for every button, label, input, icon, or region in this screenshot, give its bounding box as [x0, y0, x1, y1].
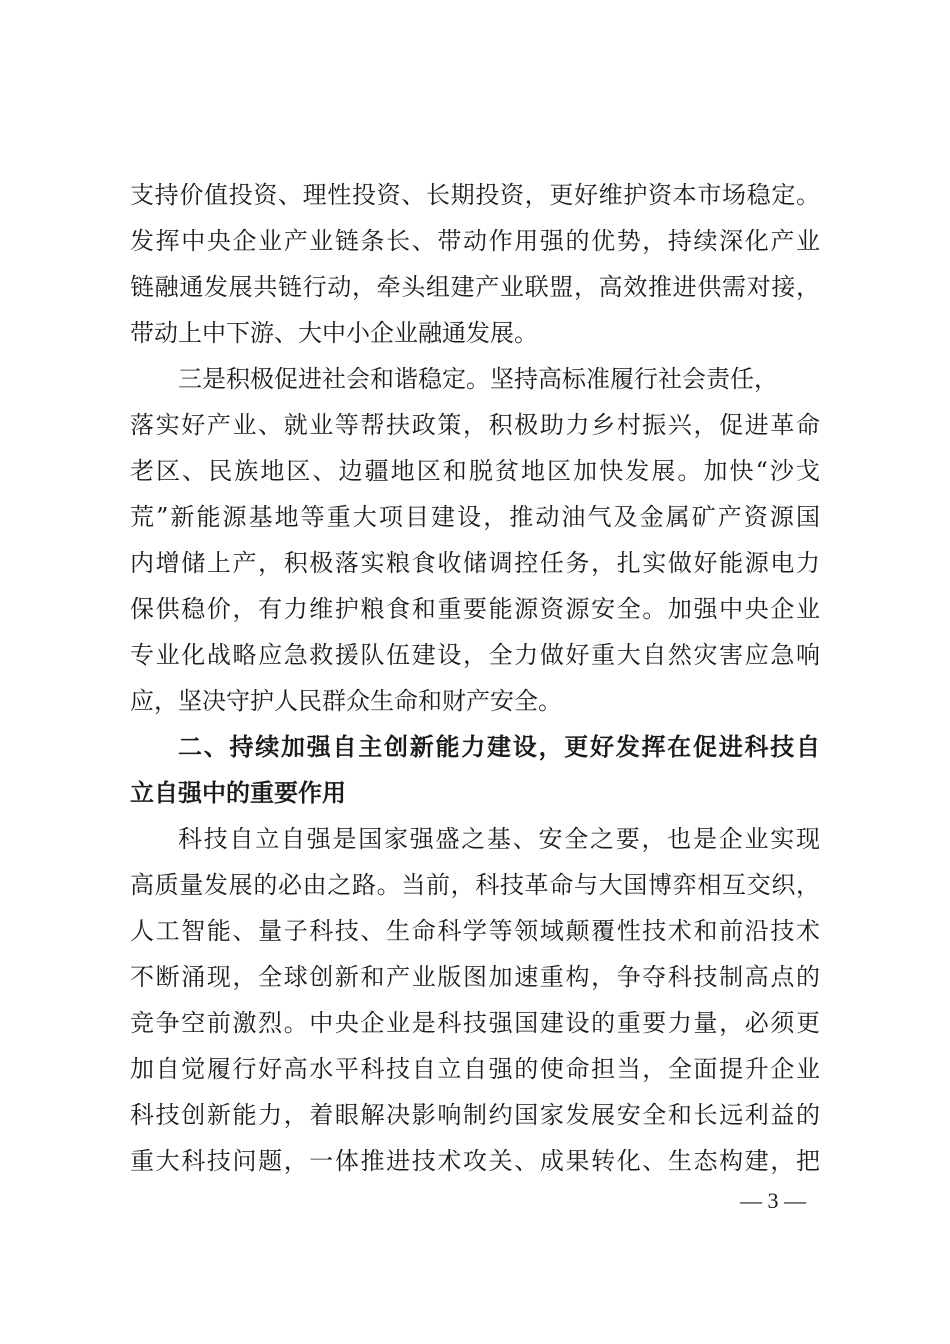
text-line: 人工智能、量子科技、生命科学等领域颠覆性技术和前沿技术: [130, 917, 820, 945]
text-line: 科技创新能力，着眼解决影响制约国家发展安全和长远利益的: [130, 1101, 820, 1129]
paragraph-social-stability: [130, 356, 820, 724]
heading-line: 立自强中的重要作用: [130, 779, 346, 807]
document-body: [130, 172, 820, 1184]
text-line: 支持价值投资、理性投资、长期投资，更好维护资本市场稳定。: [130, 181, 820, 209]
text-line: 发挥中央企业产业链条长、带动作用强的优势，持续深化产业: [130, 227, 820, 255]
paragraph-tech-self-reliance: [130, 816, 820, 1184]
text-line: 落实好产业、就业等帮扶政策，积极助力乡村振兴，促进革命: [130, 411, 820, 439]
page-number: — 3 —: [740, 1188, 806, 1213]
text-line: 链融通发展共链行动，牵头组建产业联盟，高效推进供需对接，: [130, 273, 820, 301]
text-line: 重大科技问题，一体推进技术攻关、成果转化、生态构建，把: [130, 1147, 820, 1175]
text-line: 带动上中下游、大中小企业融通发展。: [130, 319, 538, 347]
paragraph-continuation: [130, 172, 820, 356]
text-line: 三是积极促进社会和谐稳定。坚持高标准履行社会责任，: [178, 365, 778, 393]
text-line: 竞争空前激烈。中央企业是科技强国建设的重要力量，必须更: [130, 1009, 820, 1037]
text-line: 加自觉履行好高水平科技自立自强的使命担当，全面提升企业: [130, 1055, 820, 1083]
text-line: 专业化战略应急救援队伍建设，全力做好重大自然灾害应急响: [130, 641, 820, 669]
text-line: 内增储上产，积极落实粮食收储调控任务，扎实做好能源电力: [130, 549, 820, 577]
text-line: 高质量发展的必由之路。当前，科技革命与大国博弈相互交织，: [130, 871, 820, 899]
text-line: 荒”新能源基地等重大项目建设，推动油气及金属矿产资源国: [130, 503, 820, 531]
text-line: 保供稳价，有力维护粮食和重要能源资源安全。加强中央企业: [130, 595, 820, 623]
heading-line: 二、持续加强自主创新能力建设，更好发挥在促进科技自: [178, 733, 820, 761]
text-line: 老区、民族地区、边疆地区和脱贫地区加快发展。加快“沙戈: [130, 457, 820, 485]
text-line: 科技自立自强是国家强盛之基、安全之要，也是企业实现: [178, 825, 820, 853]
text-line: 不断涌现，全球创新和产业版图加速重构，争夺科技制高点的: [130, 963, 820, 991]
text-line: 应，坚决守护人民群众生命和财产安全。: [130, 687, 562, 715]
section-heading: [130, 724, 820, 816]
